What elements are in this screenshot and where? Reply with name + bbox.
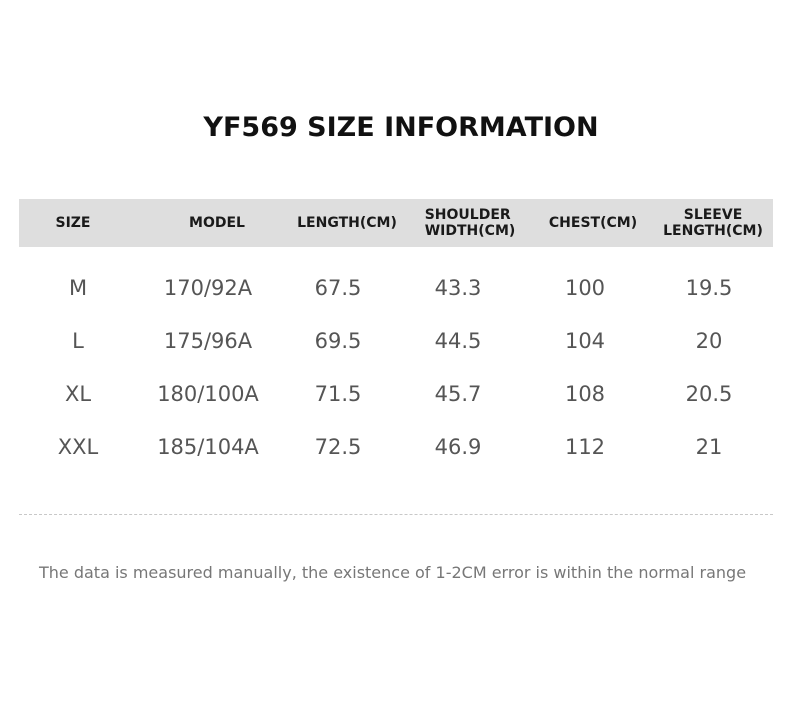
cell-model: 185/104A [157, 434, 259, 459]
cell-model: 175/96A [163, 328, 253, 353]
cell-sleeve-length: 20.5 [685, 381, 733, 406]
cell-length: 72.5 [314, 434, 362, 459]
header-sleeve-length-line1: SLEEVE [683, 207, 743, 223]
cell-model: 170/92A [163, 275, 253, 300]
header-length-label: LENGTH(CM) [297, 215, 397, 231]
cell-chest: 112 [564, 434, 606, 459]
cell-size: L [72, 328, 84, 353]
cell-shoulder-width: 44.5 [434, 328, 482, 353]
table-row [19, 314, 773, 367]
cell-shoulder-width: 45.7 [434, 381, 482, 406]
table-body [19, 261, 773, 473]
header-length [297, 199, 397, 247]
cell-size: M [68, 275, 88, 300]
header-size [55, 199, 90, 247]
measurement-note: The data is measured manually, the existence of 1-2CM error is within the normal range [39, 563, 747, 582]
cell-chest: 104 [564, 328, 606, 353]
header-shoulder-width [425, 199, 516, 247]
header-model-label: MODEL [189, 215, 245, 231]
table-row [19, 261, 773, 314]
cell-size: XXL [57, 434, 99, 459]
cell-sleeve-length: 20 [695, 328, 723, 353]
header-sleeve-length-line2: LENGTH(CM) [663, 223, 763, 239]
header-chest [549, 199, 637, 247]
header-size-label: SIZE [55, 215, 91, 231]
cell-length: 67.5 [314, 275, 362, 300]
header-sleeve-length [663, 199, 763, 247]
cell-chest: 108 [564, 381, 606, 406]
dashed-divider [19, 514, 773, 515]
table-header [19, 199, 773, 247]
cell-sleeve-length: 19.5 [685, 275, 733, 300]
header-chest-label: CHEST(CM) [548, 215, 638, 231]
cell-sleeve-length: 21 [695, 434, 723, 459]
cell-model: 180/100A [157, 381, 259, 406]
cell-shoulder-width: 46.9 [434, 434, 482, 459]
header-shoulder-width-line2: WIDTH(CM) [424, 223, 516, 239]
cell-length: 69.5 [314, 328, 362, 353]
cell-length: 71.5 [314, 381, 362, 406]
header-shoulder-width-line1: SHOULDER [424, 207, 511, 223]
cell-size: XL [64, 381, 92, 406]
cell-shoulder-width: 43.3 [434, 275, 482, 300]
cell-chest: 100 [564, 275, 606, 300]
table-row [19, 420, 773, 473]
header-model [189, 199, 245, 247]
size-table [19, 199, 773, 473]
table-row [19, 367, 773, 420]
page-title: YF569 SIZE INFORMATION [203, 112, 599, 143]
